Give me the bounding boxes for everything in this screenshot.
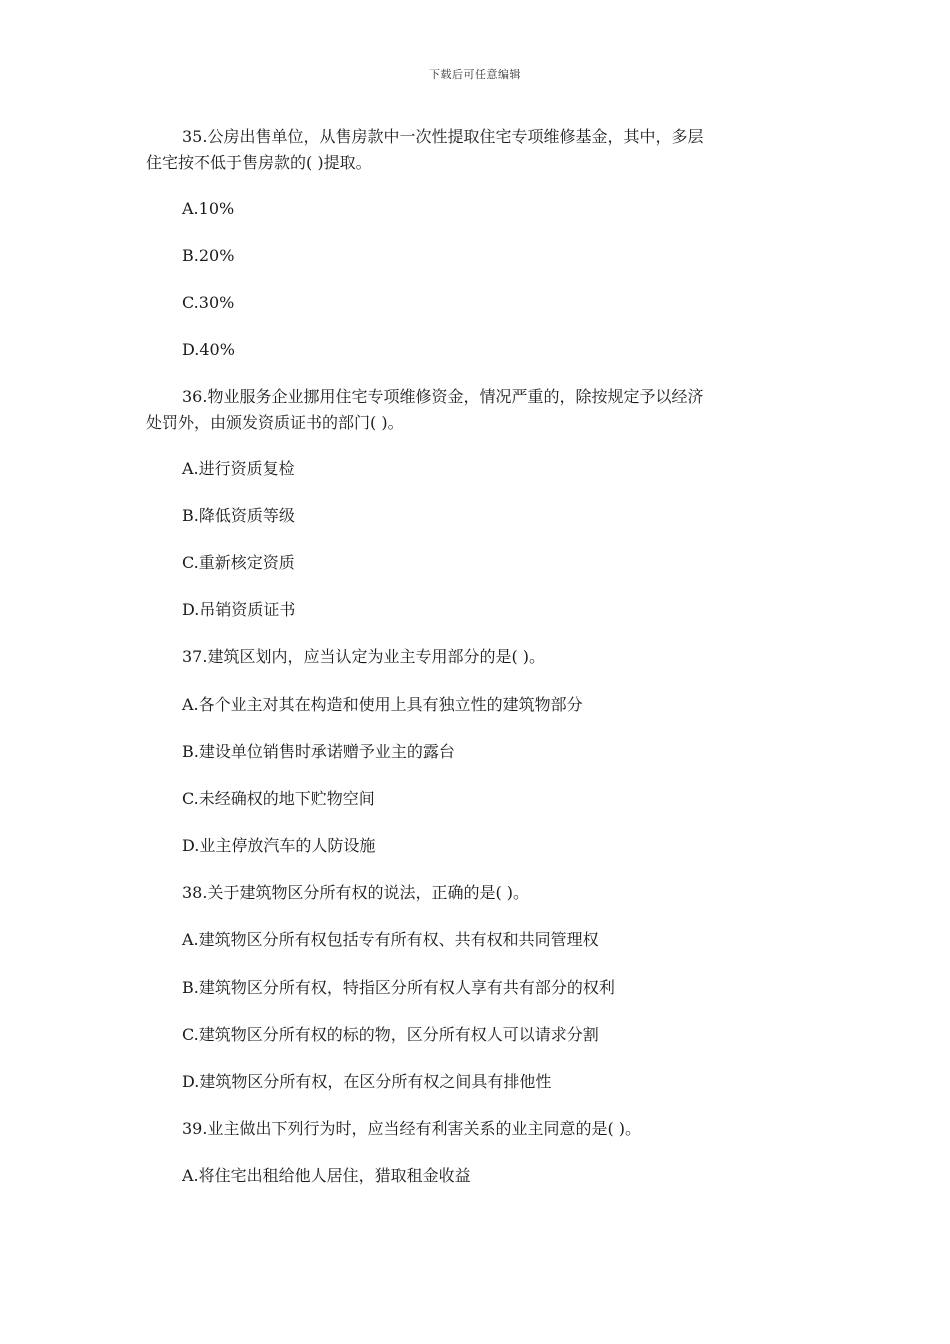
question-38-text: 38.关于建筑物区分所有权的说法，正确的是( )。 bbox=[182, 883, 530, 902]
option-38-a: A.建筑物区分所有权包括专有所有权、共有权和共同管理权 bbox=[182, 930, 599, 949]
option-35-b: B.20% bbox=[182, 246, 235, 265]
question-35-text-cont: 住宅按不低于售房款的( )提取。 bbox=[146, 153, 372, 172]
option-37-b: B.建设单位销售时承诺赠予业主的露台 bbox=[182, 742, 455, 761]
question-39-text: 39.业主做出下列行为时，应当经有利害关系的业主同意的是( )。 bbox=[182, 1119, 642, 1138]
option-35-d: D.40% bbox=[182, 340, 235, 359]
option-36-b: B.降低资质等级 bbox=[182, 506, 295, 525]
option-37-d: D.业主停放汽车的人防设施 bbox=[182, 836, 376, 855]
option-37-c: C.未经确权的地下贮物空间 bbox=[182, 789, 375, 808]
question-36-text: 36.物业服务企业挪用住宅专项维修资金，情况严重的，除按规定予以经济 bbox=[182, 387, 704, 406]
option-36-a: A.进行资质复检 bbox=[182, 459, 295, 478]
option-39-a: A.将住宅出租给他人居住，猎取租金收益 bbox=[182, 1166, 471, 1185]
page-header: 下载后可任意编辑 bbox=[429, 68, 521, 81]
option-37-a: A.各个业主对其在构造和使用上具有独立性的建筑物部分 bbox=[182, 695, 583, 714]
question-37-text: 37.建筑区划内，应当认定为业主专用部分的是( )。 bbox=[182, 647, 546, 666]
question-36-text-cont: 处罚外，由颁发资质证书的部门( )。 bbox=[146, 413, 404, 432]
question-35-text: 35.公房出售单位，从售房款中一次性提取住宅专项维修基金，其中，多层 bbox=[182, 127, 704, 146]
option-38-b: B.建筑物区分所有权，特指区分所有权人享有共有部分的权利 bbox=[182, 978, 615, 997]
option-36-c: C.重新核定资质 bbox=[182, 553, 295, 572]
option-35-a: A.10% bbox=[182, 199, 235, 218]
option-35-c: C.30% bbox=[182, 293, 235, 312]
option-38-d: D.建筑物区分所有权，在区分所有权之间具有排他性 bbox=[182, 1072, 552, 1091]
option-36-d: D.吊销资质证书 bbox=[182, 600, 296, 619]
option-38-c: C.建筑物区分所有权的标的物，区分所有权人可以请求分割 bbox=[182, 1025, 599, 1044]
